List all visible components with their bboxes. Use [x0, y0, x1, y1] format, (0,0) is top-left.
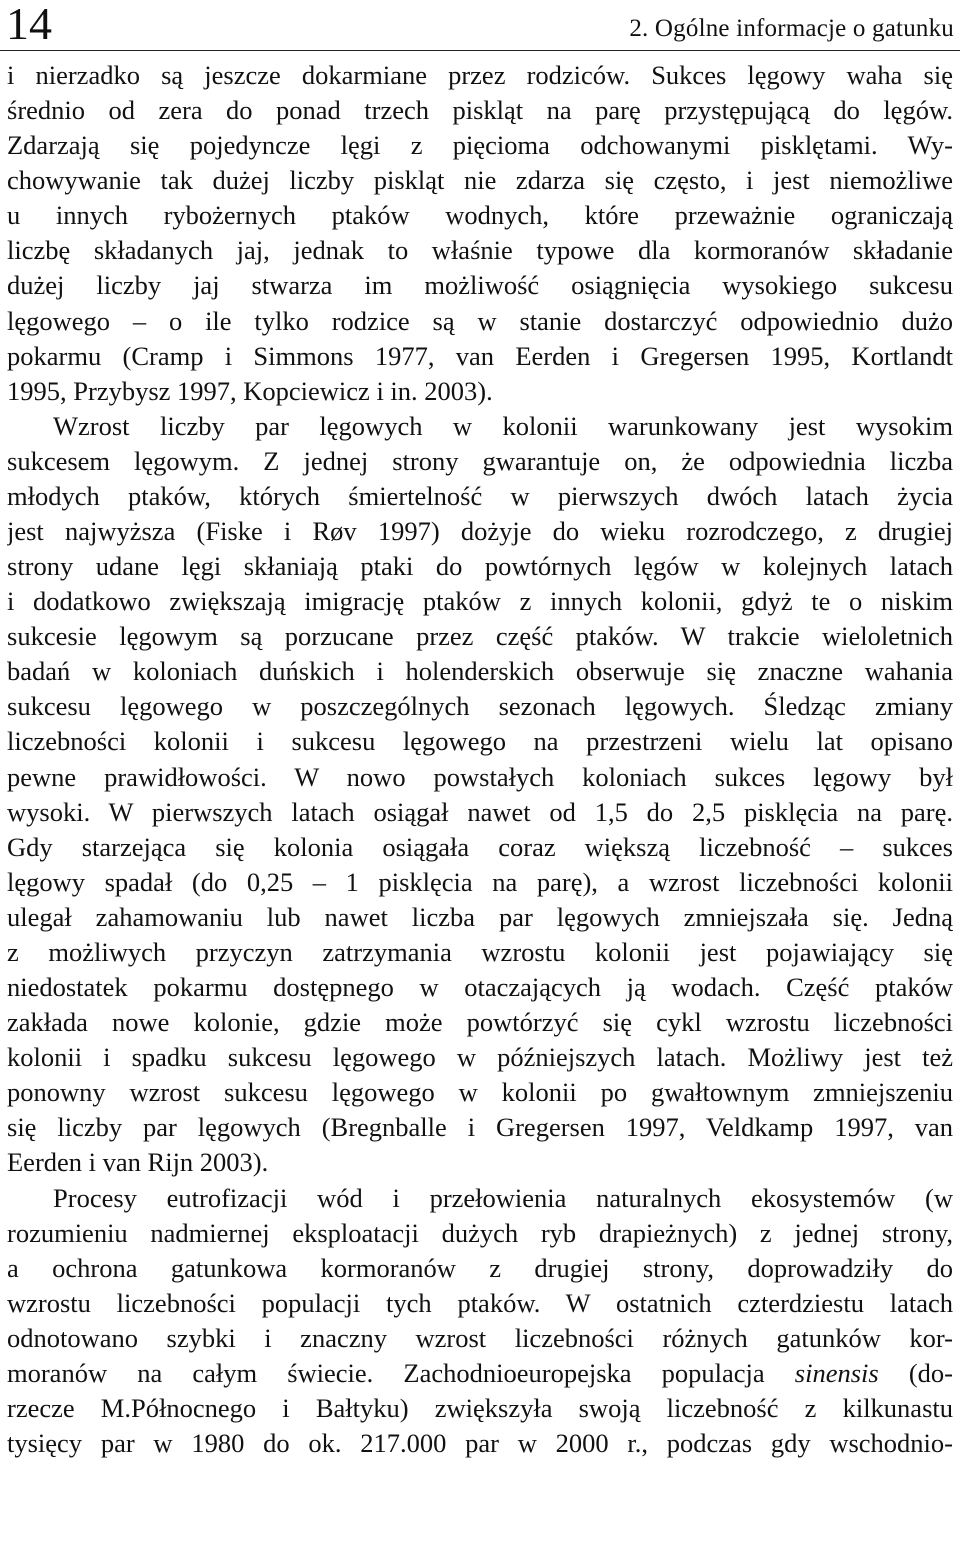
text-line: a ochrona gatunkowa kormoranów z drugiej strony, doprowadziły do [7, 1252, 953, 1283]
text-line: u innych rybożernych ptaków wodnych, które przeważnie ograniczają [7, 200, 953, 231]
text-line: młodych ptaków, których śmiertelność w pierwszych dwóch latach życia [7, 480, 953, 511]
text-line: jest najwyższa (Fiske i Røv 1997) dożyje do wieku rozrodczego, z drugiej [7, 516, 953, 547]
text-line: sukcesem lęgowym. Z jednej strony gwarantuje on, że odpowiednia liczba [7, 445, 953, 476]
text-line: liczbę składanych jaj, jednak to właśnie typowe dla kormoranów składanie [7, 235, 953, 266]
text-line: i nierzadko są jeszcze dokarmiane przez rodziców. Sukces lęgowy waha się [7, 60, 953, 90]
text-line: z możliwych przyczyn zatrzymania wzrostu kolonii jest pojawiający się [7, 936, 953, 967]
text-line: Eerden i van Rijn 2003). [7, 1147, 269, 1178]
text-line: kolonii i spadku sukcesu lęgowego w późniejszych latach. Możliwy jest też [7, 1042, 953, 1073]
page-number: 14 [6, 0, 52, 49]
page-header [0, 0, 960, 52]
text-line: niedostatek pokarmu dostępnego w otaczających ją wodach. Część ptaków [7, 972, 953, 1003]
text-line: średnio od zera do ponad trzech piskląt na parę przystępującą do lęgów. [7, 95, 953, 126]
text-line: odnotowano szybki i znaczny wzrost liczebności różnych gatunków kor- [7, 1322, 953, 1353]
text-line: rzecze M.Północnego i Bałtyku) zwiększyła swoją liczebność z kilkunastu [7, 1392, 953, 1423]
text-line: zakłada nowe kolonie, gdzie może powtórzyć się cykl wzrostu liczebności [7, 1007, 953, 1038]
text-line: Procesy eutrofizacji wód i przełowienia naturalnych ekosystemów (w [53, 1182, 953, 1213]
text-line: liczebności kolonii i sukcesu lęgowego na przestrzeni wielu lat opisano [7, 726, 953, 757]
text-line: lęgowego – o ile tylko rodzice są w stanie dostarczyć odpowiednio dużo [7, 305, 953, 336]
text-line: sukcesie lęgowym są porzucane przez część ptaków. W trakcie wieloletnich [7, 621, 953, 652]
text-line: dużej liczby jaj stwarza im możliwość osiągnięcia wysokiego sukcesu [7, 270, 953, 301]
text-line: i dodatkowo zwiększają imigrację ptaków z innych kolonii, gdyż te o niskim [7, 586, 953, 617]
text-line: ulegał zahamowaniu lub nawet liczba par lęgowych zmniejszała się. Jedną [7, 901, 953, 932]
text-line: Zdarzają się pojedyncze lęgi z pięcioma odchowanymi pisklętami. Wy- [7, 130, 953, 161]
text-line: wzrostu liczebności populacji tych ptaków. W ostatnich czterdziestu latach [7, 1287, 953, 1318]
text-line: Gdy starzejąca się kolonia osiągała coraz większą liczebność – sukces [7, 831, 953, 862]
text-line: strony udane lęgi skłaniają ptaki do powtórnych lęgów w kolejnych latach [7, 551, 953, 582]
text-line: tysięcy par w 1980 do ok. 217.000 par w 2000 r., podczas gdy wschodnio- [7, 1428, 953, 1459]
text-line: rozumieniu nadmiernej eksploatacji dużych ryb drapieżnych) z jednej strony, [7, 1217, 953, 1248]
text-line: lęgowy spadał (do 0,25 – 1 pisklęcia na parę), a wzrost liczebności kolonii [7, 866, 953, 897]
body-text [7, 58, 953, 1461]
text-line: się liczby par lęgowych (Bregnballe i Gregersen 1997, Veldkamp 1997, van [7, 1112, 953, 1143]
running-head-chapter-title: 2. Ogólne informacje o gatunku [629, 15, 954, 42]
text-line: badań w koloniach duńskich i holenderskich obserwuje się znaczne wahania [7, 656, 953, 687]
text-line: chowywanie tak dużej liczby piskląt nie zdarza się często, i jest niemożliwe [7, 165, 953, 196]
text-line: wysoki. W pierwszych latach osiągał nawet od 1,5 do 2,5 pisklęcia na parę. [7, 796, 953, 827]
text-line: Wzrost liczby par lęgowych w kolonii warunkowany jest wysokim [53, 410, 953, 441]
text-line: pewne prawidłowości. W nowo powstałych koloniach sukces lęgowy był [7, 761, 953, 792]
text-line: moranów na całym świecie. Zachodnioeuropejska populacja sinensis (do- [7, 1357, 953, 1388]
text-line: sukcesu lęgowego w poszczególnych sezonach lęgowych. Śledząc zmiany [7, 691, 953, 722]
text-line: pokarmu (Cramp i Simmons 1977, van Eerden i Gregersen 1995, Kortlandt [7, 340, 953, 371]
header-rule [0, 50, 960, 51]
text-line: ponowny wzrost sukcesu lęgowego w kolonii po gwałtownym zmniejszeniu [7, 1077, 953, 1108]
taxon-name: sinensis [794, 1357, 879, 1388]
text-line: 1995, Przybysz 1997, Kopciewicz i in. 2003). [7, 375, 493, 406]
